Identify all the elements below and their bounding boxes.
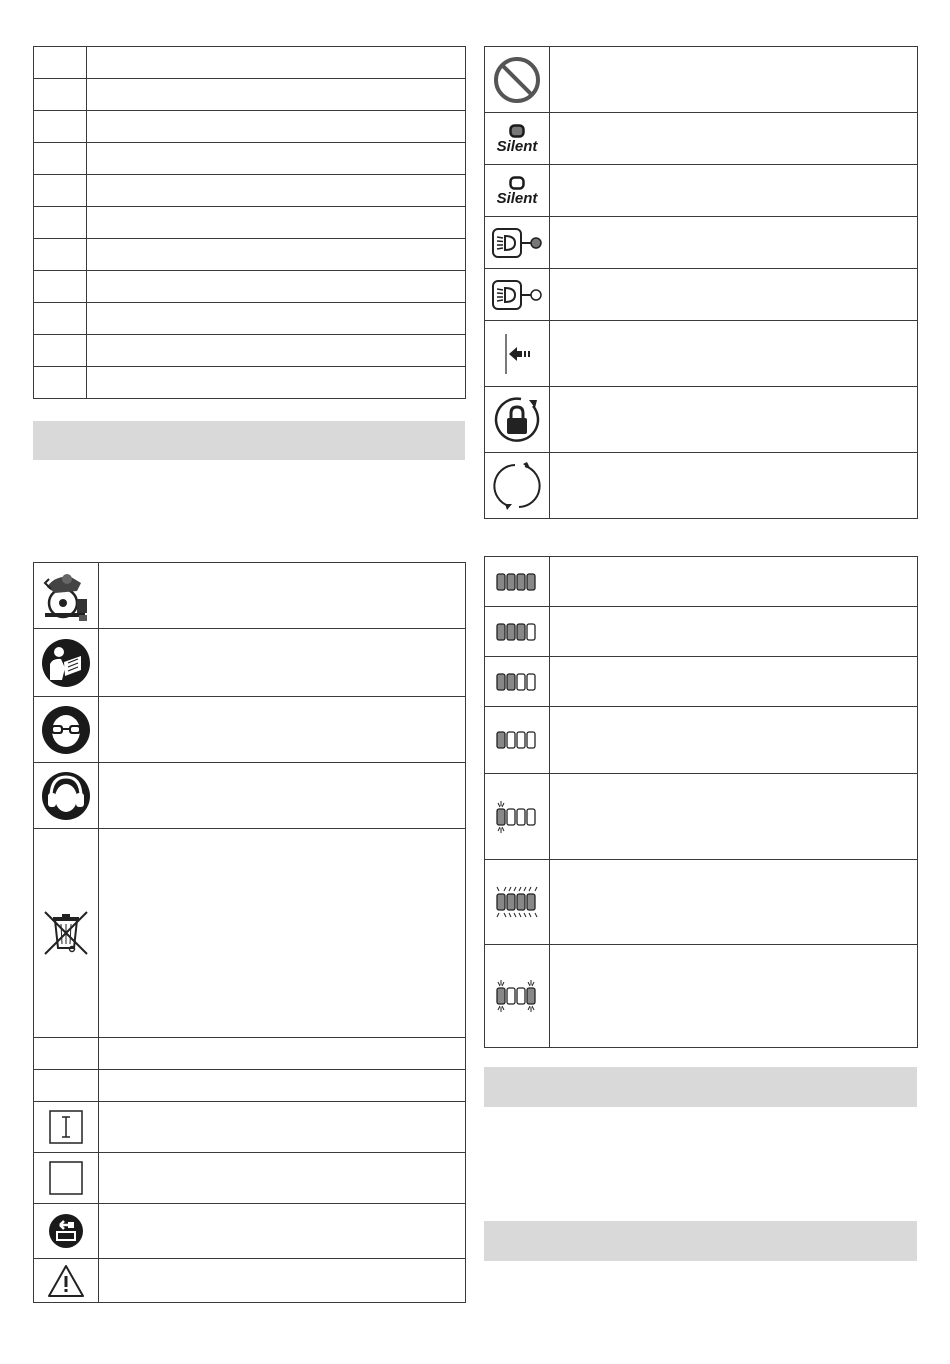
- description-cell: [550, 387, 918, 453]
- double-insulation-icon: [34, 1102, 99, 1153]
- description-cell: [99, 563, 466, 629]
- description-cell: [550, 557, 918, 607]
- description-cell: [99, 1102, 466, 1153]
- number-cell: [34, 207, 87, 239]
- table-row: [485, 387, 918, 453]
- section-header-bar-left: [33, 421, 465, 460]
- crossed-out-wheeled-bin-icon: [34, 829, 99, 1038]
- table-row: [34, 79, 466, 111]
- silent-label: Silent: [496, 137, 538, 155]
- table-row: [34, 829, 466, 1038]
- description-cell: [99, 1070, 466, 1102]
- description-cell: [550, 47, 918, 113]
- table-row: [34, 563, 466, 629]
- table-row: [485, 860, 918, 945]
- description-cell: [99, 1259, 466, 1303]
- table-row: [485, 217, 918, 269]
- battery-all-blinking-icon: [485, 860, 550, 945]
- circular-saw-icon: [34, 563, 99, 629]
- description-cell: [99, 1038, 466, 1070]
- table-row: [34, 271, 466, 303]
- safety-symbols-table: [33, 562, 466, 1303]
- description-cell: [550, 860, 918, 945]
- silent-mode-on-icon: [485, 113, 550, 165]
- description-cell: [87, 207, 466, 239]
- description-cell: [87, 47, 466, 79]
- description-cell: [87, 79, 466, 111]
- description-cell: [550, 657, 918, 707]
- table-row: [34, 1102, 466, 1153]
- table-row: [485, 707, 918, 774]
- description-cell: [99, 763, 466, 829]
- read-manual-icon: [34, 629, 99, 697]
- table-row: [485, 453, 918, 519]
- battery-1-bar-blinking-icon: [485, 774, 550, 860]
- table-row: [34, 111, 466, 143]
- lock-rotation-icon: [485, 387, 550, 453]
- battery-3-bars-icon: [485, 607, 550, 657]
- description-cell: [99, 629, 466, 697]
- description-cell: [87, 239, 466, 271]
- table-row: [485, 321, 918, 387]
- table-row: [34, 763, 466, 829]
- description-cell: [99, 829, 466, 1038]
- silent-label: Silent: [496, 189, 538, 207]
- table-row: [34, 697, 466, 763]
- table-row: [34, 207, 466, 239]
- table-row: [485, 657, 918, 707]
- function-symbols-table: [484, 46, 918, 519]
- table-row: [485, 47, 918, 113]
- table-row: [485, 165, 918, 217]
- table-row: [485, 269, 918, 321]
- description-cell: [550, 774, 918, 860]
- battery-1-bar-icon: [485, 707, 550, 774]
- number-cell: [34, 111, 87, 143]
- description-cell: [550, 453, 918, 519]
- description-cell: [99, 1153, 466, 1204]
- silent-mode-off-icon: [485, 165, 550, 217]
- table-row: [485, 113, 918, 165]
- description-cell: [87, 175, 466, 207]
- wear-ear-protection-icon: [34, 763, 99, 829]
- cutting-direction-arrow-icon: [485, 321, 550, 387]
- table-row: [34, 1070, 466, 1102]
- light-on-icon: [485, 217, 550, 269]
- number-cell: [34, 175, 87, 207]
- wear-safety-glasses-icon: [34, 697, 99, 763]
- description-cell: [99, 1204, 466, 1259]
- description-cell: [550, 113, 918, 165]
- number-cell: [34, 143, 87, 175]
- number-cell: [34, 47, 87, 79]
- table-row: [485, 557, 918, 607]
- table-row: [34, 303, 466, 335]
- number-cell: [34, 271, 87, 303]
- rotation-arrows-icon: [485, 453, 550, 519]
- number-cell: [34, 303, 87, 335]
- description-cell: [550, 945, 918, 1048]
- description-cell: [87, 111, 466, 143]
- description-cell: [550, 707, 918, 774]
- number-cell: [34, 79, 87, 111]
- table-row: [34, 175, 466, 207]
- table-row: [34, 1204, 466, 1259]
- description-cell: [550, 321, 918, 387]
- number-cell: [34, 367, 87, 399]
- description-cell: [87, 303, 466, 335]
- table-row: [485, 774, 918, 860]
- table-row: [34, 143, 466, 175]
- numbered-list-table: [33, 46, 466, 399]
- table-row: [34, 335, 466, 367]
- description-cell: [550, 607, 918, 657]
- battery-2-bars-icon: [485, 657, 550, 707]
- warning-triangle-icon: [34, 1259, 99, 1303]
- table-row: [34, 1153, 466, 1204]
- description-cell: [99, 697, 466, 763]
- table-row: [34, 629, 466, 697]
- symbol-cell: [34, 1070, 99, 1102]
- number-cell: [34, 239, 87, 271]
- description-cell: [550, 217, 918, 269]
- table-row: [34, 47, 466, 79]
- table-row: [34, 367, 466, 399]
- battery-ends-blinking-icon: [485, 945, 550, 1048]
- section-header-bar-right-1: [484, 1067, 917, 1107]
- section-header-bar-right-2: [484, 1221, 917, 1261]
- number-cell: [34, 335, 87, 367]
- battery-4-bars-icon: [485, 557, 550, 607]
- table-row: [34, 1259, 466, 1303]
- table-row: [485, 945, 918, 1048]
- blank-square-icon: [34, 1153, 99, 1204]
- table-row: [485, 607, 918, 657]
- description-cell: [87, 367, 466, 399]
- prohibited-icon: [485, 47, 550, 113]
- light-off-icon: [485, 269, 550, 321]
- battery-removal-icon: [34, 1204, 99, 1259]
- table-row: [34, 1038, 466, 1070]
- description-cell: [87, 335, 466, 367]
- description-cell: [87, 271, 466, 303]
- table-row: [34, 239, 466, 271]
- battery-indicator-table: [484, 556, 918, 1048]
- description-cell: [87, 143, 466, 175]
- description-cell: [550, 165, 918, 217]
- description-cell: [550, 269, 918, 321]
- symbol-cell: [34, 1038, 99, 1070]
